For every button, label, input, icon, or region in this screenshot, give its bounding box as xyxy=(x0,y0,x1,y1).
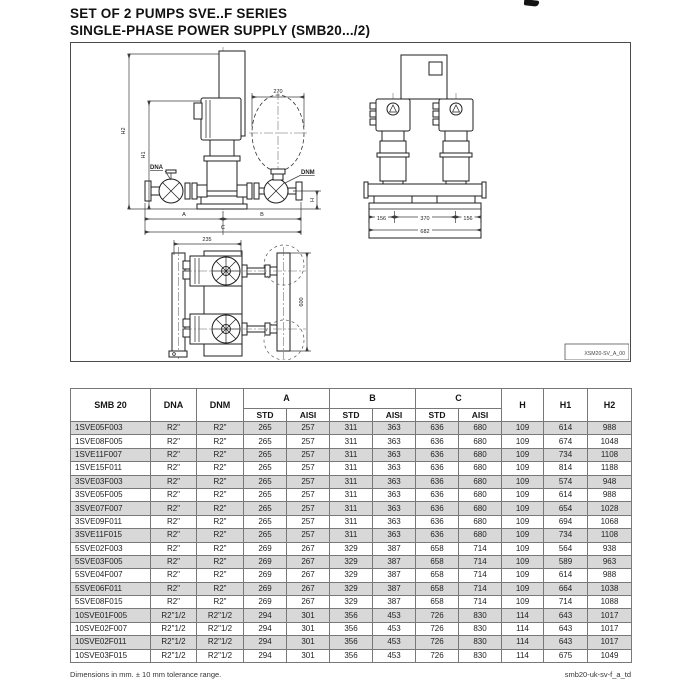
value-cell: 636 xyxy=(416,502,459,515)
col-h: H xyxy=(502,389,544,422)
value-cell: 726 xyxy=(416,649,459,662)
value-cell: R2" xyxy=(151,422,197,435)
table-row xyxy=(71,582,632,595)
value-cell: 1017 xyxy=(588,636,632,649)
table-body xyxy=(71,422,632,663)
value-cell: 680 xyxy=(459,462,502,475)
value-cell: 265 xyxy=(244,422,287,435)
value-cell: 680 xyxy=(459,502,502,515)
value-cell: R2" xyxy=(151,462,197,475)
value-cell: 363 xyxy=(373,529,416,542)
value-cell: 680 xyxy=(459,435,502,448)
value-cell: 363 xyxy=(373,515,416,528)
value-cell: R2" xyxy=(151,435,197,448)
value-cell: 643 xyxy=(544,609,588,622)
value-cell: 674 xyxy=(544,435,588,448)
model-cell: 5SVE02F003 xyxy=(71,542,151,555)
plan-view xyxy=(169,237,311,360)
value-cell: R2" xyxy=(197,488,244,501)
value-cell: 1088 xyxy=(588,596,632,609)
value-cell: 988 xyxy=(588,569,632,582)
value-cell: 311 xyxy=(330,448,373,461)
value-cell: 109 xyxy=(502,448,544,461)
model-cell: 1SVE08F005 xyxy=(71,435,151,448)
table-row xyxy=(71,609,632,622)
value-cell: 267 xyxy=(287,555,330,568)
value-cell: R2" xyxy=(197,475,244,488)
value-cell: 109 xyxy=(502,502,544,515)
value-cell: 675 xyxy=(544,649,588,662)
svg-text:235: 235 xyxy=(202,237,212,243)
table-row xyxy=(71,596,632,609)
svg-text:600: 600 xyxy=(299,297,305,307)
svg-text:682: 682 xyxy=(420,229,430,235)
value-cell: 658 xyxy=(416,596,459,609)
value-cell: 301 xyxy=(287,622,330,635)
value-cell: R2"1/2 xyxy=(151,622,197,635)
value-cell: 453 xyxy=(373,622,416,635)
value-cell: 269 xyxy=(244,596,287,609)
model-cell: 3SVE07F007 xyxy=(71,502,151,515)
value-cell: 329 xyxy=(330,569,373,582)
value-cell: 1108 xyxy=(588,529,632,542)
value-cell: 453 xyxy=(373,636,416,649)
svg-text:H1: H1 xyxy=(141,151,147,159)
title-line-2: SINGLE-PHASE POWER SUPPLY (SMB20.../2) xyxy=(70,23,371,38)
value-cell: 363 xyxy=(373,422,416,435)
value-cell: 680 xyxy=(459,488,502,501)
col-h1: H1 xyxy=(544,389,588,422)
value-cell: 257 xyxy=(287,462,330,475)
value-cell: 734 xyxy=(544,448,588,461)
dnm-label xyxy=(285,170,315,183)
motor-side xyxy=(201,98,241,140)
value-cell: 1017 xyxy=(588,622,632,635)
value-cell: 664 xyxy=(544,582,588,595)
value-cell: R2" xyxy=(197,448,244,461)
value-cell: R2" xyxy=(197,582,244,595)
drawing-ref-block xyxy=(565,344,629,360)
value-cell: 636 xyxy=(416,488,459,501)
value-cell: 643 xyxy=(544,636,588,649)
value-cell: 356 xyxy=(330,636,373,649)
value-cell: 311 xyxy=(330,529,373,542)
table-row xyxy=(71,555,632,568)
value-cell: 265 xyxy=(244,515,287,528)
value-cell: 109 xyxy=(502,422,544,435)
model-cell: 10SVE02F007 xyxy=(71,622,151,635)
value-cell: 636 xyxy=(416,529,459,542)
value-cell: 680 xyxy=(459,529,502,542)
value-cell: 257 xyxy=(287,488,330,501)
value-cell: 114 xyxy=(502,636,544,649)
model-cell: 10SVE03F015 xyxy=(71,649,151,662)
value-cell: 265 xyxy=(244,502,287,515)
value-cell: R2" xyxy=(197,422,244,435)
value-cell: 294 xyxy=(244,622,287,635)
value-cell: 257 xyxy=(287,448,330,461)
svg-text:H: H xyxy=(310,198,316,202)
value-cell: 311 xyxy=(330,462,373,475)
value-cell: 109 xyxy=(502,435,544,448)
value-cell: 1188 xyxy=(588,462,632,475)
value-cell: 311 xyxy=(330,502,373,515)
value-cell: R2" xyxy=(197,569,244,582)
delivery-valve-icon xyxy=(264,179,288,203)
value-cell: 114 xyxy=(502,649,544,662)
value-cell: 269 xyxy=(244,555,287,568)
value-cell: 109 xyxy=(502,555,544,568)
value-cell: 265 xyxy=(244,488,287,501)
value-cell: 257 xyxy=(287,502,330,515)
value-cell: 356 xyxy=(330,649,373,662)
col-b-aisi: AISI xyxy=(373,409,416,422)
value-cell: R2" xyxy=(151,475,197,488)
value-cell: 680 xyxy=(459,515,502,528)
value-cell: R2" xyxy=(197,555,244,568)
value-cell: 311 xyxy=(330,515,373,528)
value-cell: R2" xyxy=(151,555,197,568)
value-cell: 830 xyxy=(459,622,502,635)
value-cell: 387 xyxy=(373,596,416,609)
footer-note: Dimensions in mm. ± 10 mm tolerance range. xyxy=(70,670,222,679)
value-cell: 988 xyxy=(588,422,632,435)
value-cell: 267 xyxy=(287,596,330,609)
value-cell: 356 xyxy=(330,622,373,635)
table-row xyxy=(71,475,632,488)
drawing-ref: XSM20-SV_A_00 xyxy=(584,351,625,357)
model-cell: 1SVE15F011 xyxy=(71,462,151,475)
value-cell: 311 xyxy=(330,488,373,501)
value-cell: 1048 xyxy=(588,435,632,448)
model-cell: 5SVE08F015 xyxy=(71,596,151,609)
value-cell: 636 xyxy=(416,462,459,475)
value-cell: 109 xyxy=(502,596,544,609)
value-cell: 564 xyxy=(544,542,588,555)
value-cell: 830 xyxy=(459,609,502,622)
side-view xyxy=(121,47,321,235)
value-cell: 830 xyxy=(459,649,502,662)
value-cell: R2" xyxy=(197,435,244,448)
value-cell: 963 xyxy=(588,555,632,568)
value-cell: 714 xyxy=(459,596,502,609)
table-row xyxy=(71,435,632,448)
value-cell: R2"1/2 xyxy=(151,609,197,622)
footer-doc-code: smb20-uk-sv-f_a_td xyxy=(564,670,631,679)
svg-text:A: A xyxy=(182,212,186,218)
value-cell: 387 xyxy=(373,555,416,568)
value-cell: 387 xyxy=(373,582,416,595)
value-cell: 636 xyxy=(416,422,459,435)
value-cell: 726 xyxy=(416,636,459,649)
value-cell: 257 xyxy=(287,435,330,448)
table-row xyxy=(71,515,632,528)
value-cell: 257 xyxy=(287,515,330,528)
value-cell: 269 xyxy=(244,582,287,595)
value-cell: 453 xyxy=(373,609,416,622)
value-cell: 1038 xyxy=(588,582,632,595)
value-cell: 329 xyxy=(330,555,373,568)
value-cell: R2"1/2 xyxy=(151,649,197,662)
value-cell: 301 xyxy=(287,636,330,649)
value-cell: 114 xyxy=(502,609,544,622)
value-cell: R2" xyxy=(151,529,197,542)
svg-text:270: 270 xyxy=(273,89,283,95)
value-cell: 726 xyxy=(416,609,459,622)
value-cell: 109 xyxy=(502,515,544,528)
value-cell: R2" xyxy=(151,448,197,461)
value-cell: 1068 xyxy=(588,515,632,528)
col-c-std: STD xyxy=(416,409,459,422)
model-cell: 3SVE05F005 xyxy=(71,488,151,501)
value-cell: 294 xyxy=(244,636,287,649)
page-title xyxy=(70,5,630,39)
svg-text:H2: H2 xyxy=(121,127,127,135)
manifold-front xyxy=(367,184,483,196)
value-cell: 654 xyxy=(544,502,588,515)
value-cell: 114 xyxy=(502,622,544,635)
value-cell: 938 xyxy=(588,542,632,555)
value-cell: 658 xyxy=(416,582,459,595)
value-cell: 301 xyxy=(287,609,330,622)
model-cell: 3SVE03F003 xyxy=(71,475,151,488)
table-row xyxy=(71,462,632,475)
value-cell: 329 xyxy=(330,542,373,555)
value-cell: 269 xyxy=(244,542,287,555)
model-cell: 5SVE06F011 xyxy=(71,582,151,595)
value-cell: R2" xyxy=(197,502,244,515)
value-cell: 658 xyxy=(416,555,459,568)
value-cell: 109 xyxy=(502,488,544,501)
value-cell: 109 xyxy=(502,462,544,475)
col-c: C xyxy=(416,389,502,409)
value-cell: 257 xyxy=(287,422,330,435)
value-cell: R2" xyxy=(197,462,244,475)
value-cell: 109 xyxy=(502,582,544,595)
col-model: SMB 20 xyxy=(71,389,151,422)
model-cell: 5SVE04F007 xyxy=(71,569,151,582)
col-h2: H2 xyxy=(588,389,632,422)
manifold-end-flange xyxy=(169,351,187,357)
value-cell: R2"1/2 xyxy=(197,609,244,622)
value-cell: 257 xyxy=(287,475,330,488)
value-cell: 265 xyxy=(244,448,287,461)
value-cell: 109 xyxy=(502,475,544,488)
value-cell: 387 xyxy=(373,542,416,555)
value-cell: R2" xyxy=(151,515,197,528)
value-cell: R2" xyxy=(197,596,244,609)
svg-text:DNM: DNM xyxy=(301,170,315,176)
value-cell: 311 xyxy=(330,475,373,488)
value-cell: 680 xyxy=(459,448,502,461)
value-cell: 814 xyxy=(544,462,588,475)
value-cell: R2" xyxy=(197,529,244,542)
value-cell: 680 xyxy=(459,422,502,435)
value-cell: 363 xyxy=(373,435,416,448)
value-cell: 294 xyxy=(244,649,287,662)
drawing-svg xyxy=(71,43,629,360)
dim-600 xyxy=(290,253,311,351)
value-cell: 636 xyxy=(416,475,459,488)
svg-text:B: B xyxy=(260,212,264,218)
value-cell: R2"1/2 xyxy=(151,636,197,649)
value-cell: 265 xyxy=(244,435,287,448)
table-row xyxy=(71,542,632,555)
value-cell: 714 xyxy=(459,542,502,555)
value-cell: 988 xyxy=(588,488,632,501)
value-cell: 329 xyxy=(330,596,373,609)
value-cell: R2" xyxy=(151,542,197,555)
value-cell: 714 xyxy=(544,596,588,609)
suction-valve-icon xyxy=(159,170,183,203)
value-cell: 294 xyxy=(244,609,287,622)
value-cell: 694 xyxy=(544,515,588,528)
value-cell: 636 xyxy=(416,435,459,448)
value-cell: 658 xyxy=(416,542,459,555)
model-cell: 10SVE02F011 xyxy=(71,636,151,649)
svg-text:156: 156 xyxy=(463,216,473,222)
value-cell: R2"1/2 xyxy=(197,636,244,649)
value-cell: 830 xyxy=(459,636,502,649)
value-cell: 109 xyxy=(502,542,544,555)
table-row xyxy=(71,622,632,635)
value-cell: 1017 xyxy=(588,609,632,622)
membrane-tank xyxy=(249,91,307,180)
table-row xyxy=(71,422,632,435)
value-cell: R2"1/2 xyxy=(197,622,244,635)
value-cell: 311 xyxy=(330,422,373,435)
value-cell: 636 xyxy=(416,448,459,461)
dimensional-drawing xyxy=(70,42,631,362)
value-cell: 574 xyxy=(544,475,588,488)
value-cell: 356 xyxy=(330,609,373,622)
value-cell: 267 xyxy=(287,569,330,582)
value-cell: 714 xyxy=(459,569,502,582)
svg-text:156: 156 xyxy=(376,216,387,222)
value-cell: 267 xyxy=(287,582,330,595)
value-cell: 453 xyxy=(373,649,416,662)
value-cell: 1108 xyxy=(588,448,632,461)
value-cell: 363 xyxy=(373,502,416,515)
value-cell: R2" xyxy=(151,488,197,501)
table-row xyxy=(71,448,632,461)
value-cell: 680 xyxy=(459,475,502,488)
col-b-std: STD xyxy=(330,409,373,422)
svg-text:C: C xyxy=(221,225,225,231)
model-cell: 1SVE05F003 xyxy=(71,422,151,435)
table-row xyxy=(71,569,632,582)
title-line-1: SET OF 2 PUMPS SVE..F SERIES xyxy=(70,6,288,21)
value-cell: 301 xyxy=(287,649,330,662)
value-cell: 1049 xyxy=(588,649,632,662)
value-cell: 387 xyxy=(373,569,416,582)
col-a: A xyxy=(244,389,330,409)
col-c-aisi: AISI xyxy=(459,409,502,422)
table-row xyxy=(71,488,632,501)
value-cell: 267 xyxy=(287,542,330,555)
value-cell: 265 xyxy=(244,529,287,542)
front-view xyxy=(364,55,486,238)
value-cell: 614 xyxy=(544,488,588,501)
value-cell: 614 xyxy=(544,569,588,582)
pump-barrel-side xyxy=(207,161,237,191)
table-header xyxy=(71,389,632,422)
value-cell: 714 xyxy=(459,582,502,595)
value-cell: 363 xyxy=(373,448,416,461)
value-cell: 363 xyxy=(373,462,416,475)
table-row xyxy=(71,636,632,649)
col-dnm: DNM xyxy=(197,389,244,422)
model-cell: 5SVE03F005 xyxy=(71,555,151,568)
value-cell: 589 xyxy=(544,555,588,568)
dimensions-table xyxy=(70,388,632,663)
value-cell: 734 xyxy=(544,529,588,542)
value-cell: R2" xyxy=(197,515,244,528)
col-b: B xyxy=(330,389,416,409)
col-a-aisi: AISI xyxy=(287,409,330,422)
value-cell: 265 xyxy=(244,462,287,475)
value-cell: 948 xyxy=(588,475,632,488)
model-cell: 3SVE11F015 xyxy=(71,529,151,542)
value-cell: R2" xyxy=(151,502,197,515)
value-cell: 714 xyxy=(459,555,502,568)
page-footer xyxy=(70,670,631,679)
table-row xyxy=(71,529,632,542)
value-cell: 269 xyxy=(244,569,287,582)
svg-text:370: 370 xyxy=(420,216,430,222)
value-cell: 109 xyxy=(502,529,544,542)
col-a-std: STD xyxy=(244,409,287,422)
value-cell: 329 xyxy=(330,582,373,595)
value-cell: 636 xyxy=(416,515,459,528)
table-row xyxy=(71,649,632,662)
svg-text:DNA: DNA xyxy=(150,165,163,171)
value-cell: 265 xyxy=(244,475,287,488)
col-dna: DNA xyxy=(151,389,197,422)
value-cell: 311 xyxy=(330,435,373,448)
value-cell: R2" xyxy=(197,542,244,555)
value-cell: 363 xyxy=(373,488,416,501)
table-row xyxy=(71,502,632,515)
value-cell: 109 xyxy=(502,569,544,582)
value-cell: R2" xyxy=(151,596,197,609)
value-cell: 726 xyxy=(416,622,459,635)
value-cell: R2" xyxy=(151,582,197,595)
value-cell: R2"1/2 xyxy=(197,649,244,662)
value-cell: 257 xyxy=(287,529,330,542)
value-cell: 1028 xyxy=(588,502,632,515)
value-cell: 614 xyxy=(544,422,588,435)
value-cell: 363 xyxy=(373,475,416,488)
value-cell: 643 xyxy=(544,622,588,635)
model-cell: 10SVE01F005 xyxy=(71,609,151,622)
value-cell: 658 xyxy=(416,569,459,582)
model-cell: 1SVE11F007 xyxy=(71,448,151,461)
value-cell: R2" xyxy=(151,569,197,582)
model-cell: 3SVE09F011 xyxy=(71,515,151,528)
